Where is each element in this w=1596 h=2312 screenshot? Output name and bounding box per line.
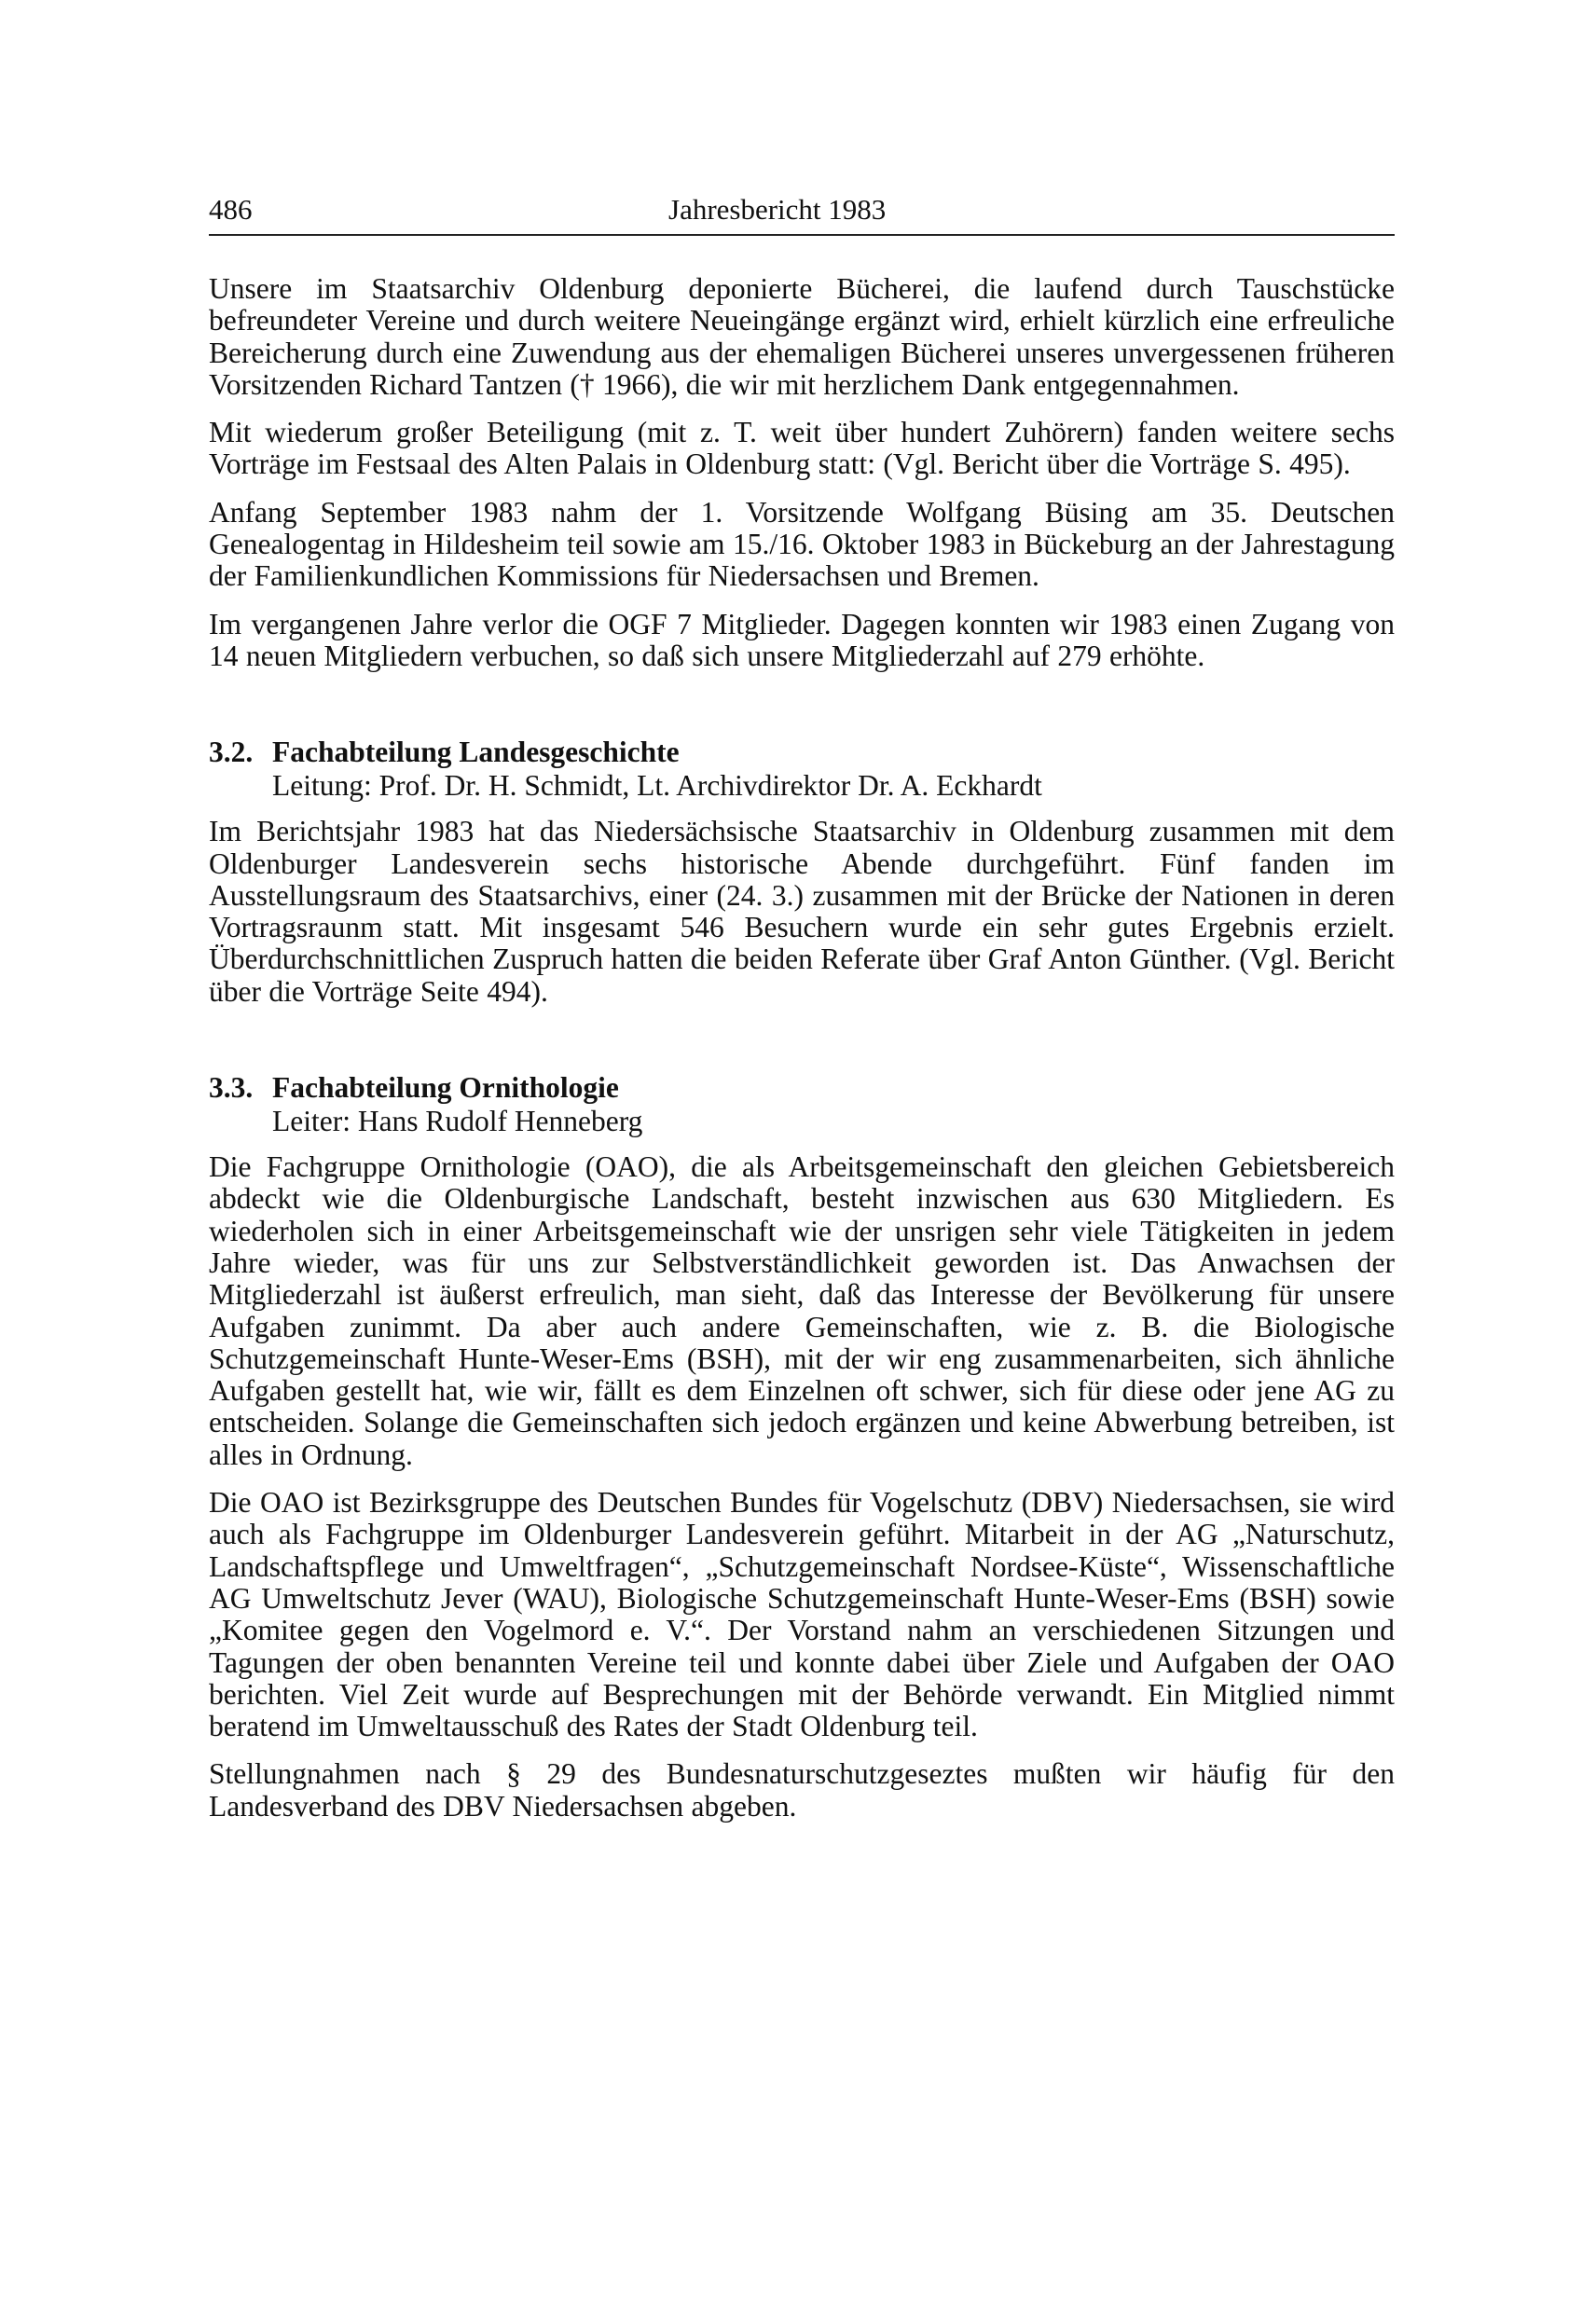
document-page: [209, 191, 1395, 1823]
intro-text: [209, 273, 1395, 672]
section-heading: [209, 736, 1395, 769]
section-heading: [209, 1071, 1395, 1105]
section-leadership: Leitung: Prof. Dr. H. Schmidt, Lt. Archivdirektor Dr. A. Eckhardt: [272, 769, 1042, 803]
section-landesgeschichte: [209, 736, 1395, 1008]
paragraph-bezirksgruppe: Die OAO ist Bezirksgruppe des Deutschen Bundes für Vogelschutz (DBV) Niedersachsen, sie wird auch als Fachgruppe im Oldenburger Landesverein geführt. Mitarbeit in der AG „Naturschutz, Landschaftspflege und Umweltfragen“, „Schutzgemeinschaft Nordsee-Küste“, Wissenschaftliche AG Umweltschutz Jever (WAU), Biologische Schutzgemeinschaft Hunte-Weser-Ems (BSH) sowie „Komitee gegen den Vogelmord e. V.“. Der Vorstand nahm an verschiedenen Sitzungen und Tagungen der oben benannten Vereine teil und konnte dabei über Ziele und Aufgaben der OAO berichten. Viel Zeit wurde auf Besprechungen mit der Behörde verwandt. Ein Mitglied nimmt beratend im Umweltausschuß des Rates der Stadt Oldenburg teil.: [209, 1486, 1395, 1743]
paragraph-membership: Im vergangenen Jahre verlor die OGF 7 Mitglieder. Dagegen konnten wir 1983 einen Zugang von 14 neuen Mitgliedern verbuchen, so daß sich unsere Mitgliederzahl auf 279 erhöhte.: [209, 607, 1395, 672]
section-leadership: Leiter: Hans Rudolf Henneberg: [272, 1105, 643, 1138]
paragraph-stellungnahmen: Stellungnahmen nach § 29 des Bundesnaturschutzgeseztes mußten wir häufig für den Landesverband des DBV Niedersachsen abgeben.: [209, 1757, 1395, 1823]
paragraph-library-donation: Unsere im Staatsarchiv Oldenburg deponierte Bücherei, die laufend durch Tauschstücke befreundeter Vereine und durch weitere Neueingänge ergänzt wird, erhielt kürzlich eine erfreuliche Bereicherung durch eine Zuwendung aus der ehemaligen Bücherei unseres unvergessenen früheren Vorsitzenden Richard Tantzen († 1966), die wir mit herzlichem Dank entgegennahmen.: [209, 272, 1395, 401]
paragraph-historische-abende: Im Berichtsjahr 1983 hat das Niedersächsische Staatsarchiv in Oldenburg zusammen mit dem Oldenburger Landesverein sechs historische Abende durchgeführt. Fünf fanden im Ausstellungsraum des Staatsarchivs, einer (24. 3.) zusammen mit der Brücke der Nationen in deren Vortragsraunm statt. Mit insgesamt 546 Besuchern wurde ein sehr gutes Ergebnis erzielt. Überdurchschnittlichen Zuspruch hatten die beiden Referate über Graf Anton Günther. (Vgl. Bericht über die Vorträge Seite 494).: [209, 815, 1395, 1008]
page-number: 486: [209, 193, 253, 226]
running-title: Jahresbericht 1983: [668, 193, 887, 226]
section-number: 3.2.: [209, 736, 254, 769]
section-title: Fachabteilung Landesgeschichte: [272, 736, 680, 769]
paragraph-lectures: Mit wiederum großer Beteiligung (mit z. T. weit über hundert Zuhörern) fanden weitere sechs Vorträge im Festsaal des Alten Palais in Oldenburg statt: (Vgl. Bericht über die Vorträge S. 495).: [209, 416, 1395, 481]
running-header: [209, 191, 1395, 236]
section-title: Fachabteilung Ornithologie: [272, 1071, 619, 1105]
section-ornithologie: [209, 1071, 1395, 1823]
paragraph-fachgruppe: Die Fachgruppe Ornithologie (OAO), die als Arbeitsgemeinschaft den gleichen Gebietsbereich abdeckt wie die Oldenburgische Landschaft, besteht inzwischen aus 630 Mitgliedern. Es wiederholen sich in einer Arbeitsgemeinschaft wie der unsrigen sehr viele Tätigkeiten in jedem Jahre wieder, was für uns zur Selbstverständlichkeit geworden ist. Das Anwachsen der Mitgliederzahl ist äußerst erfreulich, man sieht, daß das Interesse der Bevölkerung für unsere Aufgaben zunimmt. Da aber auch andere Gemeinschaften, wie z. B. die Biologische Schutzgemeinschaft Hunte-Weser-Ems (BSH), mit der wir eng zusammenarbeiten, sich ähnliche Aufgaben gestellt hat, wie wir, fällt es dem Einzelnen oft schwer, sich für diese oder jene AG zu entscheiden. Solange die Gemeinschaften sich jedoch ergänzen und keine Abwerbung betreiben, ist alles in Ordnung.: [209, 1150, 1395, 1471]
paragraph-genealogentag: Anfang September 1983 nahm der 1. Vorsitzende Wolfgang Büsing am 35. Deutschen Genealogentag in Hildesheim teil sowie am 15./16. Oktober 1983 in Bückeburg an der Jahrestagung der Familienkundlichen Kommissions für Niedersachsen und Bremen.: [209, 495, 1395, 593]
section-number: 3.3.: [209, 1071, 254, 1105]
